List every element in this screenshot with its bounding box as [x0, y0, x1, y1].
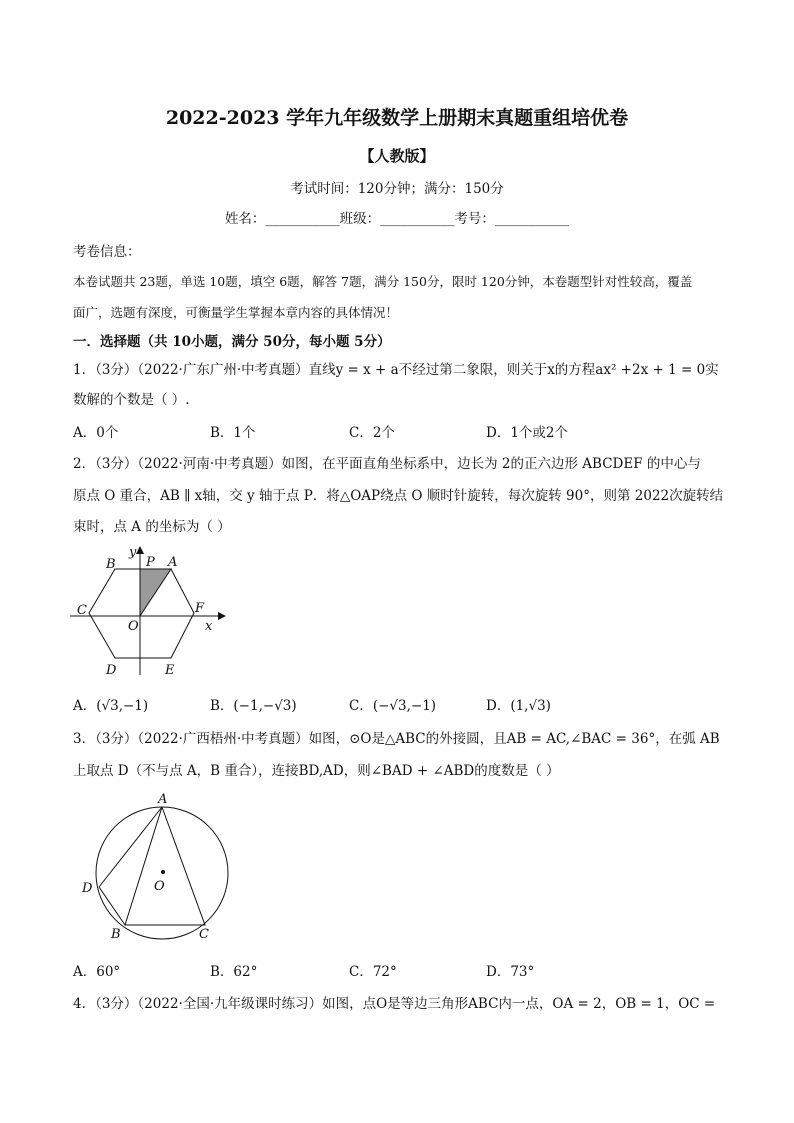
q3-label-a: A [158, 792, 168, 807]
q3-option-a: A．60° [73, 964, 121, 980]
q1-option-b: B．1个 [210, 425, 256, 441]
q1-option-d: D．1个或2个 [486, 425, 569, 441]
q2-option-a: A．(√3,−1) [73, 698, 149, 714]
q2-option-c: C．(−√3,−1) [349, 698, 437, 714]
q2-label-y: y [129, 545, 137, 560]
q1-option-c: C．2个 [349, 425, 395, 441]
q3-line-1: 3．（3分）（2022·广西梧州·中考真题）如图，⊙O是△ABC的外接圆，且AB = AC,∠BAC = 36°，在弧 AB [73, 731, 720, 747]
q3-circle-figure [74, 790, 234, 950]
q4-line-1: 4．（3分）（2022·全国·九年级课时练习）如图，点O是等边三角形ABC内一点，OA = 2，OB = 1，OC = [73, 996, 716, 1012]
q2-label-c: C [77, 603, 87, 618]
q2-line-1: 2．（3分）（2022·河南·中考真题）如图，在平面直角坐标系中，边长为 2的正六边形 ABCDEF 的中心与 [73, 456, 701, 472]
q3-line-2: 上取点 D（不与点 A，B 重合），连接BD,AD，则∠BAD + ∠ABD的度数是（ ） [73, 763, 560, 779]
notice-label: 考卷信息： [73, 244, 141, 260]
q3-label-o: O [154, 879, 165, 894]
q2-label-f: F [195, 601, 205, 616]
q1-option-a: A．0个 [73, 425, 119, 441]
q2-label-a: A [168, 555, 178, 570]
q3-label-c: C [199, 927, 209, 942]
q2-label-p: P [146, 555, 155, 570]
q1-line-2: 数解的个数是（ ）. [73, 392, 190, 408]
section-heading: 一．选择题（共 10小题，满分 50分，每小题 5分） [73, 334, 391, 350]
page-title: 2022-2023 学年九年级数学上册期末真题重组培优卷 [165, 107, 629, 129]
q2-label-x: x [205, 619, 213, 634]
q3-option-b: B．62° [210, 964, 258, 980]
q3-option-c: C．72° [349, 964, 397, 980]
q2-label-d: D [106, 663, 117, 678]
edition-label: 【人教版】 [359, 147, 435, 165]
q1-line-1: 1．（3分）（2022·广东广州·中考真题）直线y = x + a不经过第二象限，则关于x的方程ax² +2x + 1 = 0实 [73, 362, 719, 378]
q2-label-b: B [106, 557, 116, 572]
notice-line-2: 面广，选题有深度，可衡量学生掌握本章内容的具体情况！ [73, 305, 399, 320]
q2-hexagon-figure [68, 540, 228, 680]
q3-label-d: D [82, 881, 93, 896]
q2-line-3: 束时，点 A 的坐标为（ ） [73, 519, 231, 535]
q2-option-d: D．(1,√3) [486, 698, 551, 714]
q2-line-2: 原点 O 重合，AB ∥ x轴，交 y 轴于点 P．将△OAP绕点 O 顺时针旋转，每次旋转 90°，则第 2022次旋转结 [73, 488, 724, 504]
q2-label-o: O [128, 619, 139, 634]
q2-option-b: B．(−1,−√3) [210, 698, 297, 714]
q3-option-d: D．73° [486, 964, 535, 980]
exam-info: 考试时间：120分钟；满分：150分 [290, 181, 504, 197]
name-line: 姓名：___________班级：___________考号：___________ [224, 211, 570, 227]
notice-line-1: 本卷试题共 23题，单选 10题，填空 6题，解答 7题，满分 150分，限时 120分钟，本卷题型针对性较高，覆盖 [73, 274, 693, 289]
q3-label-b: B [111, 927, 121, 942]
q2-label-e: E [165, 663, 175, 678]
